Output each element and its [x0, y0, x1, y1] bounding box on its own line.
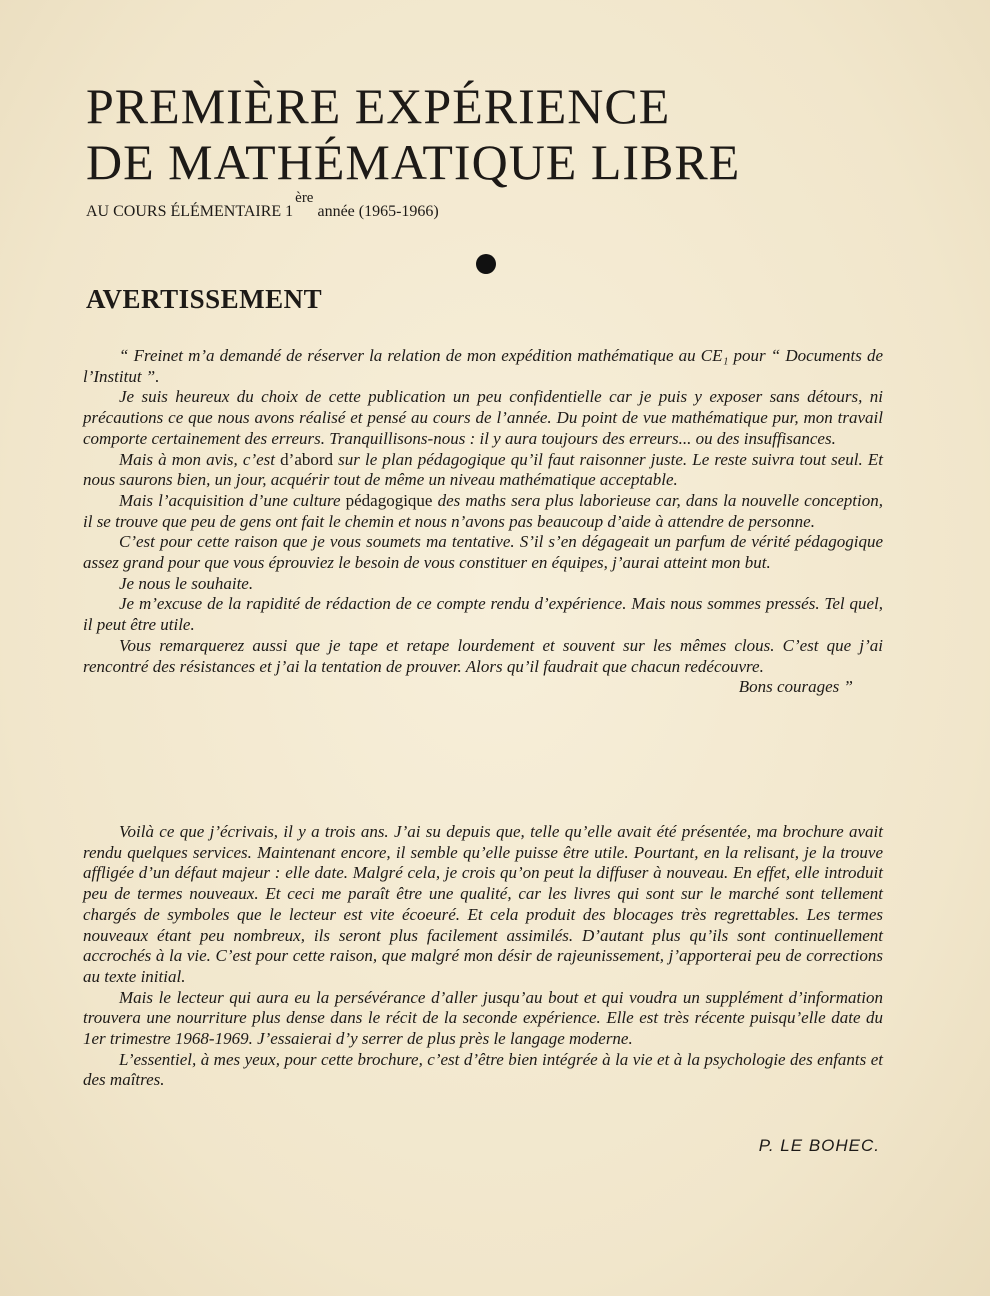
- avertissement-text: [83, 346, 883, 698]
- subtitle: [86, 190, 916, 221]
- paragraph: Je nous le souhaite.: [119, 573, 254, 593]
- title-line-1: PREMIÈRE EXPÉRIENCE: [86, 78, 671, 134]
- paragraph: Je suis heureux du choix de cette publication un peu confidentielle car je puis y exposer sans détours, ni précautions ce que nous avons réalisé et pensé au cours de l’année. Du point de vue mathématique pur, mon travail comporte certainement des erreurs. Tranquillisons-nous : il y aura toujours des erreurs... ou des insuffisances.: [83, 387, 883, 448]
- paragraph-part: sur le plan pédagogique qu’il faut raisonner juste. Le reste suivra tout seul. Et nous saurons bien, un jour, acquérir tout de même un niveau mathématique acceptable.: [83, 449, 883, 490]
- signature: P. LE BOHEC.: [758, 1136, 880, 1155]
- paragraph: “ Freinet m’a demandé de réserver la relation de mon expédition mathématique au CE₁ pour “ Documents de l’Institut ”.: [83, 346, 883, 386]
- paragraph-part: Mais à mon avis, c’est: [119, 449, 281, 469]
- paragraph: [83, 450, 883, 491]
- paragraph: L’essentiel, à mes yeux, pour cette brochure, c’est d’être bien intégrée à la vie et à la psychologie des enfants et des maîtres.: [83, 1049, 883, 1090]
- paragraph: Vous remarquerez aussi que je tape et retape lourdement et souvent sur les mêmes clous. C’est que j’ai rencontré des résistances et j’ai la tentation de prouver. Alors qu’il faudrait que chacun redécouvre.: [83, 635, 883, 676]
- paragraph: Mais le lecteur qui aura eu la persévérance d’aller jusqu’au bout et qui voudra un supplément d’information trouvera une nourriture plus dense dans le récit de la seconde expérience. Elle est très récente puisqu’elle date du 1er trimestre 1968-1969. J’essaierai d’y serrer de plus près le langage moderne.: [83, 987, 883, 1049]
- title-block: [86, 78, 916, 221]
- paragraph: C’est pour cette raison que je vous soumets ma tentative. S’il s’en dégageait un parfum de vérité pédagogique assez grand pour que vous éprouviez le besoin de vous constituer en équipes, j’aurai atteint mon but.: [83, 532, 883, 573]
- paragraph: Je m’excuse de la rapidité de rédaction de ce compte rendu d’expérience. Mais nous sommes pressés. Tel quel, il peut être utile.: [83, 594, 883, 635]
- subtitle-main: AU COURS ÉLÉMENTAIRE 1: [86, 203, 294, 220]
- subtitle-superscript: ère: [295, 190, 314, 206]
- paragraph-part: des maths sera plus laborieuse car, dans la nouvelle conception, il se trouve que peu de gens ont fait le chemin et nous n’avons pas beaucoup d’aide à attendre de personne.: [83, 490, 883, 531]
- paragraph-emphasis: d’abord: [280, 449, 334, 469]
- title-line-2: DE MATHÉMATIQUE LIBRE: [86, 134, 741, 190]
- later-note-text: [83, 822, 883, 1091]
- section-heading: AVERTISSEMENT: [86, 284, 323, 314]
- subtitle-rest: année (1965-1966): [313, 203, 439, 220]
- paragraph-part: Mais l’acquisition d’une culture: [119, 490, 346, 510]
- paragraph: [83, 491, 883, 532]
- paragraph: Voilà ce que j’écrivais, il y a trois ans. J’ai su depuis que, telle qu’elle avait été présentée, ma brochure avait rendu quelques services. Maintenant encore, il semble qu’elle puisse être utile. Pourtant, en la relisant, je la trouve affligée d’un défaut majeur : elle date. Malgré cela, je crois qu’on peut la diffuser à nouveau. En effet, elle introduit peu de termes nouveaux. Et ceci me paraît être une qualité, car les livres qui sont sur le marché sont tellement chargés de symboles que le lecteur est vite écoeuré. Et cela produit des blocages très regrettables. Les termes nouveaux étant peu nombreux, ils seront plus facilement assimilés. D’autant plus qu’ils sont continuellement accrochés à la vie. C’est pour cette raison, que malgré mon désir de rajeunissement, j’apporterai peu de corrections au texte initial.: [83, 822, 883, 986]
- paragraph-emphasis: pédagogique: [345, 490, 433, 510]
- bullet-dot-icon: [476, 254, 496, 274]
- closing-line: Bons courages ”: [738, 677, 853, 697]
